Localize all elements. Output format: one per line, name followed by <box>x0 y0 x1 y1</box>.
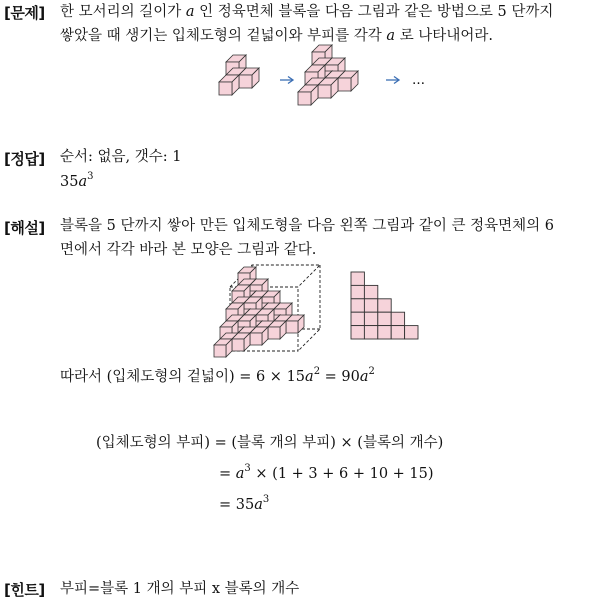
stair-cell <box>378 299 391 312</box>
explanation-line-1: 블록을 5 단까지 쌓아 만든 입체도형을 다음 왼쪽 그림과 같이 큰 정육면체의 6 <box>60 218 554 234</box>
problem-text-2b: 로 나타내어라. <box>399 28 493 44</box>
surface-exp: 2 <box>313 366 321 377</box>
volume-sum: × (1 + 3 + 6 + 10 + 15) <box>250 466 434 482</box>
stair-cell <box>391 326 404 339</box>
staircase-cells <box>351 272 418 339</box>
problem-var-a-2: a <box>386 28 396 44</box>
hint-text: 부피=블록 1 개의 부피 x 블록의 개수 <box>60 581 300 597</box>
explanation-label: [해설] <box>4 219 45 237</box>
stair-cell <box>378 326 391 339</box>
stair-cell <box>351 299 364 312</box>
cube-face <box>250 333 262 345</box>
cube-face <box>298 92 311 105</box>
answer-line-1: 순서: 없음, 갯수: 1 <box>60 149 182 165</box>
arrow-icon <box>386 77 399 84</box>
answer-exp: 3 <box>87 171 94 182</box>
stair-cell <box>405 326 418 339</box>
stack-figure <box>220 44 460 104</box>
stair-cell <box>351 312 364 325</box>
cube-box-figure <box>228 263 328 355</box>
surface-area-line <box>60 365 375 389</box>
cube-face <box>338 78 351 91</box>
surface-var-2: a <box>359 369 369 385</box>
volume-line-3 <box>219 493 269 517</box>
answer-coef: 35 <box>60 174 79 190</box>
volume-var-3: a <box>254 497 263 513</box>
volume-var-2: a <box>235 466 245 482</box>
volume-eq-2: = <box>219 466 232 482</box>
cube-face <box>219 82 232 95</box>
problem-text-2a: 쌓았을 때 생기는 입체도형의 겉넓이와 부피를 각각 <box>60 28 382 44</box>
surface-eq: = 90 <box>320 369 360 385</box>
stack-level-5 <box>214 267 304 357</box>
volume-line-1: (입체도형의 부피) = (블록 개의 부피) × (블록의 개수) <box>96 435 444 451</box>
stack-level-2 <box>219 55 259 95</box>
cube-face <box>239 75 252 88</box>
stair-cell <box>364 312 377 325</box>
surface-exp-2: 2 <box>368 366 375 377</box>
explanation-line-2: 면에서 각각 바라 본 모양은 그림과 같다. <box>60 242 317 258</box>
problem-label: [문제] <box>4 4 45 22</box>
ellipsis: … <box>412 73 425 88</box>
stair-cell <box>364 285 377 298</box>
cube-face <box>232 339 244 351</box>
surface-var: a <box>305 369 314 385</box>
volume-exp-2: 3 <box>244 463 251 474</box>
stair-cell <box>364 299 377 312</box>
stair-cell <box>351 326 364 339</box>
cube-face <box>286 321 298 333</box>
problem-var-a: a <box>185 4 195 20</box>
answer-value <box>60 170 93 194</box>
hint-label: [힌트] <box>4 581 45 599</box>
problem-line-1 <box>60 0 553 24</box>
arrow-icon <box>280 77 293 84</box>
problem-text-1a: 한 모서리의 길이가 <box>60 4 182 20</box>
volume-line-2 <box>219 462 434 486</box>
cube-face <box>214 345 226 357</box>
staircase-projection <box>349 270 421 342</box>
stair-cell <box>391 312 404 325</box>
cube-face <box>318 85 331 98</box>
cube-face <box>268 327 280 339</box>
stair-cell <box>364 326 377 339</box>
stair-cell <box>351 285 364 298</box>
stair-cell <box>351 272 364 285</box>
problem-text-1b: 인 정육면체 블록을 다음 그림과 같은 방법으로 5 단까지 <box>199 4 554 20</box>
stack-level-3 <box>298 45 358 105</box>
stair-cell <box>378 312 391 325</box>
answer-label: [정답] <box>4 150 45 168</box>
volume-eq-3: = 35 <box>219 497 255 513</box>
answer-var: a <box>78 174 88 190</box>
volume-exp-3: 3 <box>262 494 270 505</box>
surface-text: 따라서 (입체도형의 겉넓이) = 6 × 15 <box>60 369 306 385</box>
